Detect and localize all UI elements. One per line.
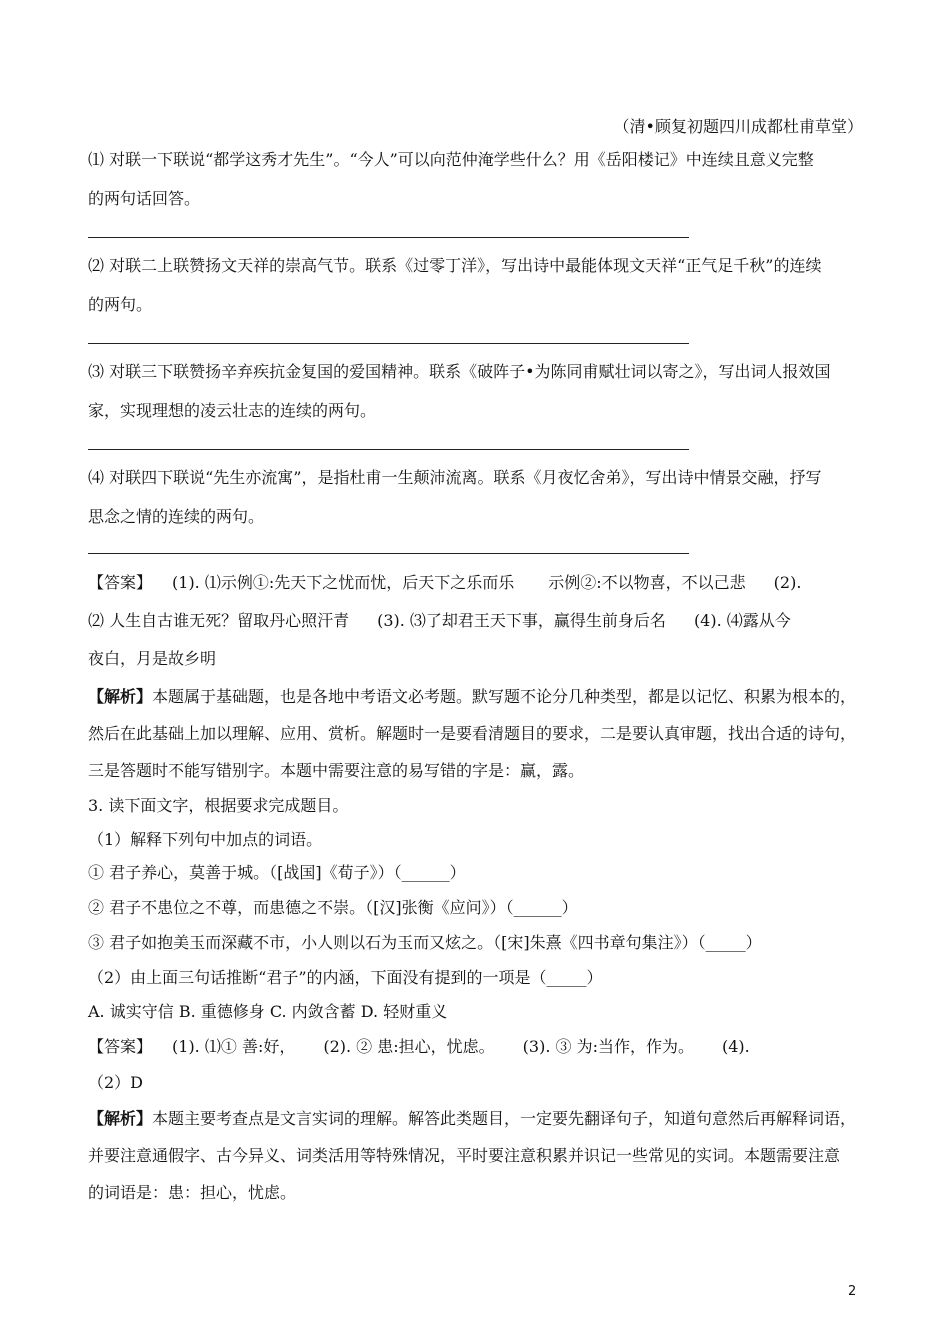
analysis-label: 【解析】 (88, 687, 153, 706)
question-3-sub-1: （1）解释下列句中加点的词语。 (88, 830, 323, 849)
answer-blank-line (88, 553, 689, 554)
question-3-title: 3. 读下面文字，根据要求完成题目。 (88, 796, 349, 815)
answer-1-line-3: 夜白，月是故乡明 (88, 649, 217, 668)
analysis-1-line-3: 三是答题时不能写错别字。本题中需要注意的易写错的字是：赢，露。 (88, 761, 585, 780)
question-3-sentence-3: ③ 君子如抱美玉而深藏不市，小人则以石为玉而又炫之。（[宋]朱熹《四书章句集注》）（_____） (88, 933, 762, 952)
answer-label: 【答案】 (88, 1037, 153, 1056)
question-3-line-2: 家，实现理想的凌云壮志的连续的两句。 (88, 401, 377, 420)
answer-1-item-1b: 示例②:不以物喜，不以己悲 (548, 573, 746, 592)
page-number: 2 (848, 1284, 857, 1299)
answer-2-line-1 (88, 1037, 750, 1057)
question-4-line-1: ⑷ 对联四下联说“先生亦流寓”，是指杜甫一生颠沛流离。联系《月夜忆舍弟》，写出诗中情景交融，抒写 (88, 468, 822, 487)
answer-1-item-4-number: (4). ⑷露从今 (693, 611, 791, 630)
question-2-line-1: ⑵ 对联二上联赞扬文天祥的崇高气节。联系《过零丁洋》，写出诗中最能体现文天祥“正气足千秋”的连续 (88, 256, 822, 275)
question-3-sub-2: （2）由上面三句话推断“君子”的内涵，下面没有提到的一项是（_____） (88, 968, 603, 987)
question-2-line-2: 的两句。 (88, 295, 153, 314)
analysis-2-line-1 (88, 1109, 856, 1129)
answer-label: 【答案】 (88, 573, 153, 592)
analysis-1-line-2: 然后在此基础上加以理解、应用、赏析。解题时一是要看清题目的要求，二是要认真审题，找出合适的诗句， (88, 724, 857, 743)
question-3-line-1: ⑶ 对联三下联赞扬辛弃疾抗金复国的爱国精神。联系《破阵子•为陈同甫赋壮词以寄之》，写出词人报效国 (88, 362, 831, 381)
answer-2-item-3: (3). ③ 为:当作，作为。 (522, 1037, 694, 1056)
answer-1-item-2-number: (2). (773, 573, 802, 592)
question-1-line-2: 的两句话回答。 (88, 189, 201, 208)
analysis-label: 【解析】 (88, 1109, 153, 1128)
question-3-sentence-2: ② 君子不患位之不尊，而患德之不崇。（[汉]张衡《应问》）（______） (88, 898, 578, 917)
analysis-1-text: 本题属于基础题，也是各地中考语文必考题。默写题不论分几种类型，都是以记忆、积累为根本的， (152, 687, 857, 706)
answer-1-item-2: ⑵ 人生自古谁无死？留取丹心照汗青 (88, 611, 350, 630)
answer-2-line-2: （2）D (88, 1073, 144, 1092)
answer-1-line-1 (88, 573, 801, 593)
answer-blank-line (88, 237, 689, 238)
couplet-attribution: （清•顾复初题四川成都杜甫草堂） (613, 117, 863, 136)
analysis-2-text: 本题主要考查点是文言实词的理解。解答此类题目，一定要先翻译句子，知道句意然后再解释词语， (152, 1109, 857, 1128)
question-3-options: A. 诚实守信 B. 重德修身 C. 内敛含蓄 D. 轻财重义 (88, 1002, 448, 1021)
analysis-2-line-3: 的词语是：患：担心，忧虑。 (88, 1183, 297, 1202)
answer-1-item-3: (3). ⑶了却君王天下事，赢得生前身后名 (377, 611, 666, 630)
answer-2-item-4: (4). (722, 1037, 750, 1056)
answer-1-item-1: (1). ⑴示例①:先天下之忧而忧，后天下之乐而乐 (172, 573, 515, 592)
answer-2-item-2: (2). ② 患:担心，忧虑。 (323, 1037, 495, 1056)
question-1-line-1: ⑴ 对联一下联说“都学这秀才先生”。“今人”可以向范仲淹学些什么？用《岳阳楼记》中连续且意义完整 (88, 150, 814, 169)
answer-blank-line (88, 449, 689, 450)
answer-2-item-1: (1). ⑴① 善:好， (172, 1037, 296, 1056)
question-3-sentence-1: ① 君子养心，莫善于城。（[战国]《荀子》）（______） (88, 863, 466, 882)
answer-1-line-2 (88, 611, 791, 631)
analysis-2-line-2: 并要注意通假字、古今异义、词类活用等特殊情况，平时要注意积累并识记一些常见的实词。本题需要注意 (88, 1146, 841, 1165)
analysis-1-line-1 (88, 687, 856, 707)
answer-blank-line (88, 343, 689, 344)
question-4-line-2: 思念之情的连续的两句。 (88, 507, 265, 526)
